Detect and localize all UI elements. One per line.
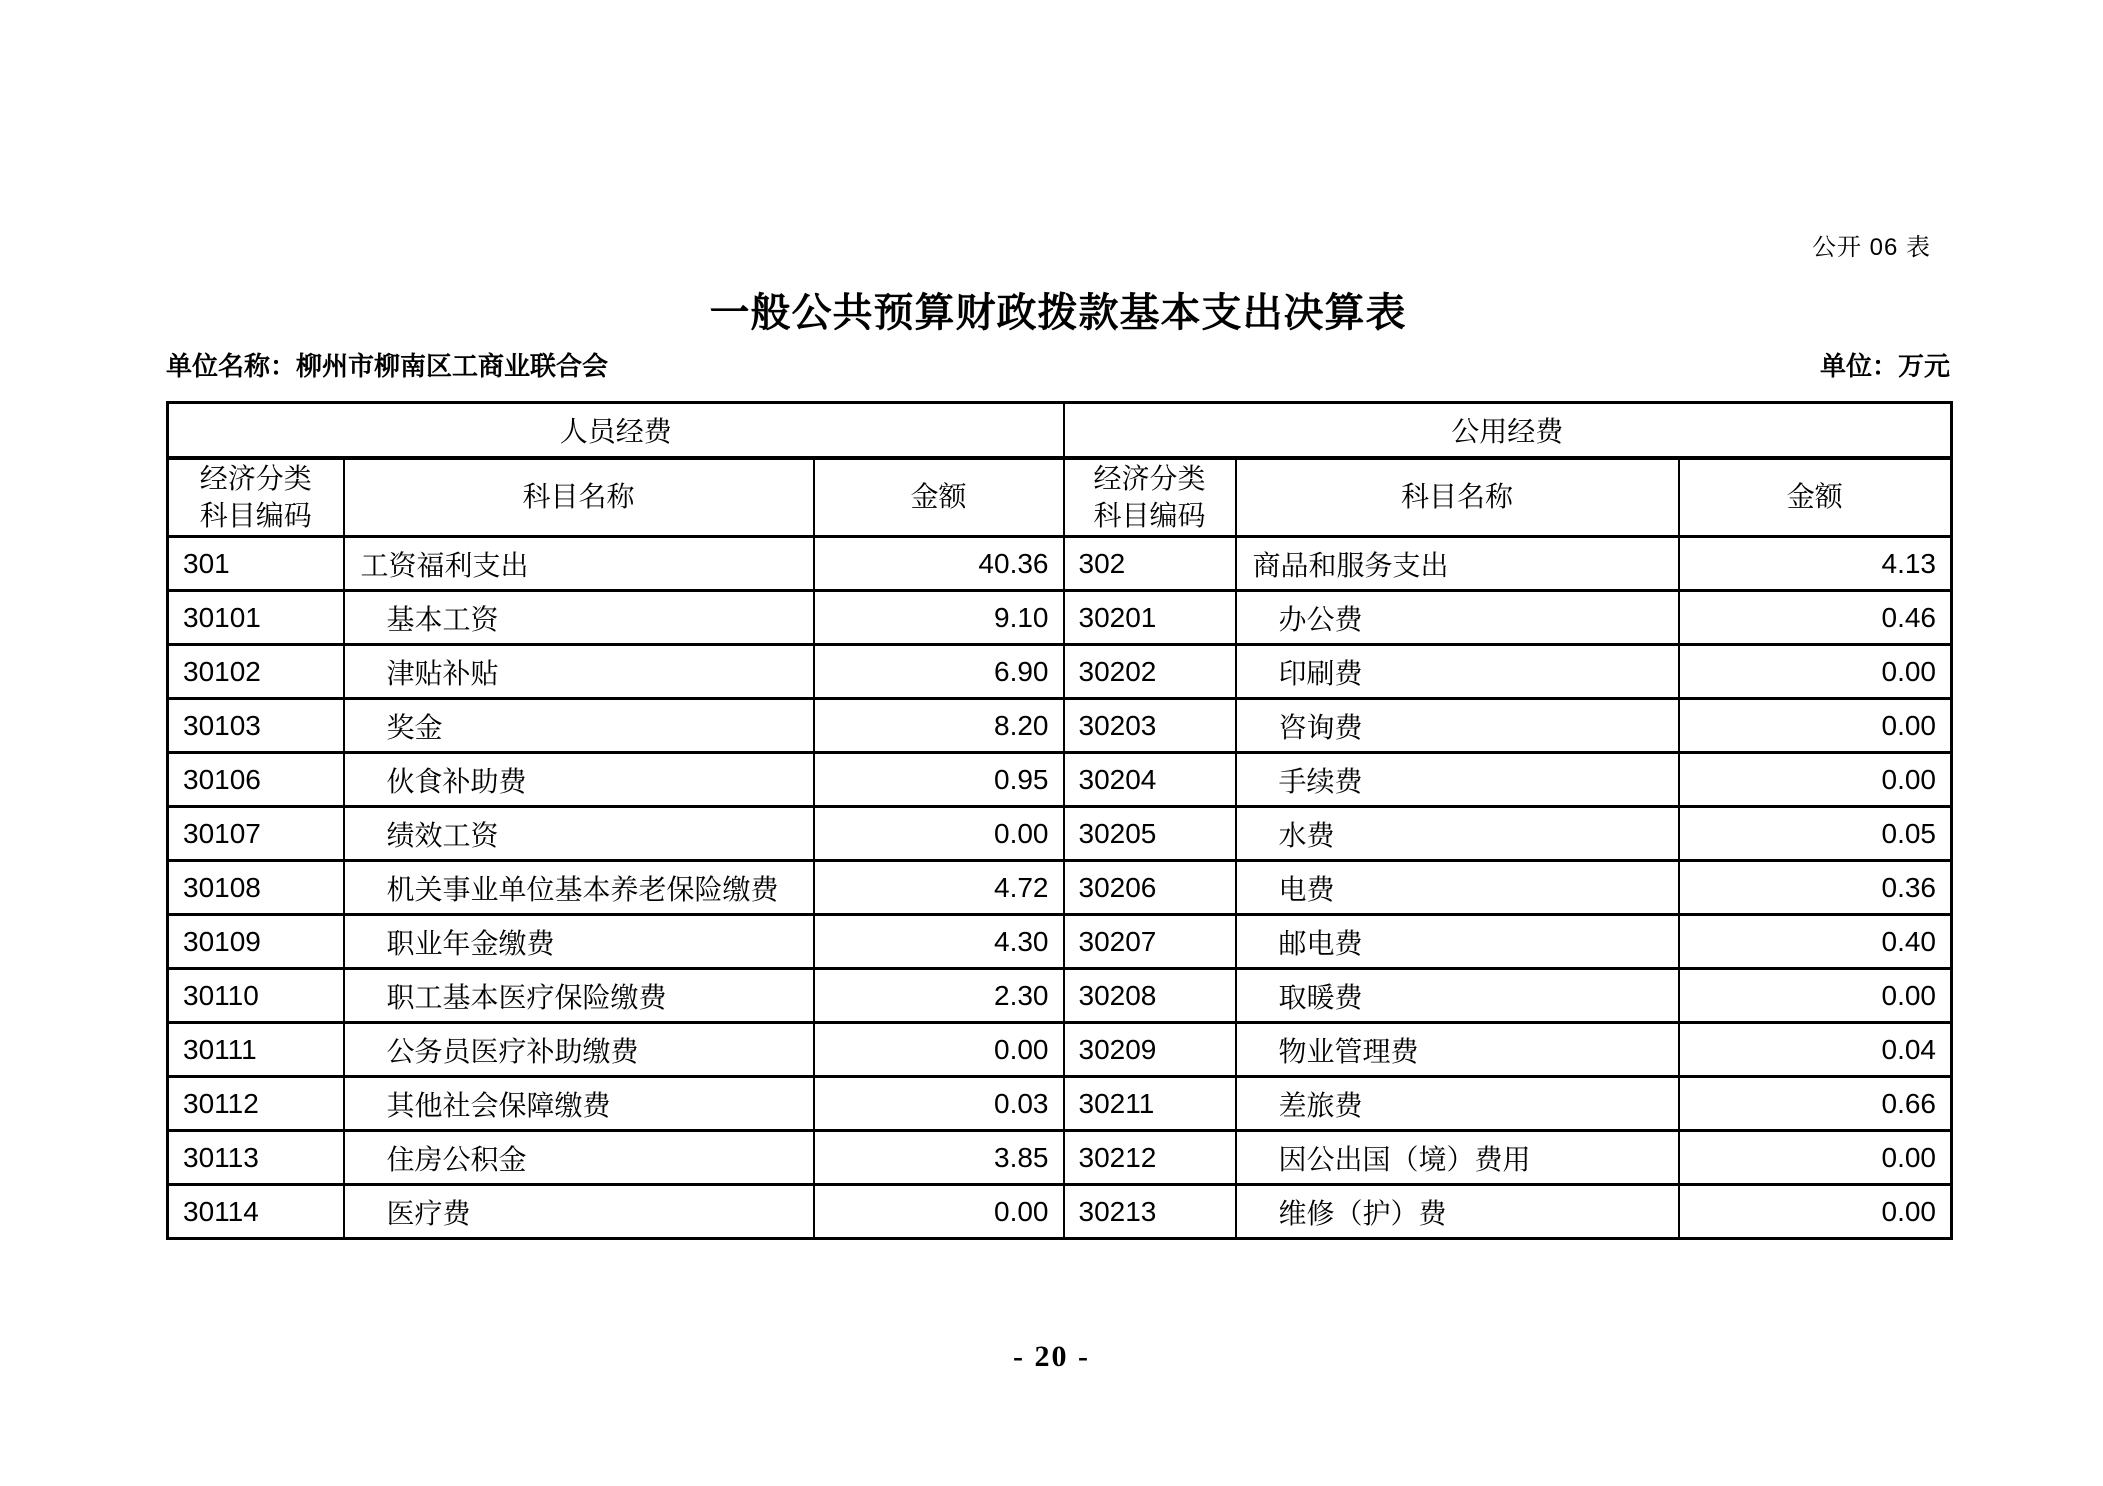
table-row [168,861,1952,915]
subject-name-cell-right: 电费 [1236,861,1679,915]
table-row [168,537,1952,591]
group-header-row [168,403,1952,458]
amount-cell-left: 40.36 [814,537,1064,591]
code-header-line2: 科目编码 [199,500,312,532]
amount-cell-right: 0.04 [1679,1023,1952,1077]
column-header-row [168,458,1952,537]
code-cell-left: 30112 [168,1077,344,1131]
amount-cell-right: 0.40 [1679,915,1952,969]
amount-cell-left: 0.95 [814,753,1064,807]
code-cell-left: 30111 [168,1023,344,1077]
table-row [168,645,1952,699]
table-row [168,1185,1952,1239]
table-container [166,401,1950,1240]
code-cell-left: 30114 [168,1185,344,1239]
subject-name-cell-left: 基本工资 [344,591,814,645]
code-header-line1: 经济分类 [1093,462,1206,494]
subject-name-cell-right: 差旅费 [1236,1077,1679,1131]
table-row [168,915,1952,969]
amount-cell-right: 0.66 [1679,1077,1952,1131]
code-cell-left: 30109 [168,915,344,969]
public-expenses-header: 公用经费 [1064,403,1952,458]
code-cell-right: 302 [1064,537,1236,591]
amount-cell-left: 0.03 [814,1077,1064,1131]
amount-cell-right: 0.00 [1679,753,1952,807]
amount-cell-left: 6.90 [814,645,1064,699]
code-cell-right: 30205 [1064,807,1236,861]
form-number-label: 公开 06 表 [1811,234,1931,261]
code-cell-right: 30201 [1064,591,1236,645]
subject-name-cell-right: 印刷费 [1236,645,1679,699]
unit-name-label: 单位名称：柳州市柳南区工商业联合会 [166,351,609,381]
code-cell-left: 30107 [168,807,344,861]
subject-name-cell-right: 维修（护）费 [1236,1185,1679,1239]
amount-cell-left: 3.85 [814,1131,1064,1185]
code-cell-left: 30102 [168,645,344,699]
code-cell-right: 30213 [1064,1185,1236,1239]
code-cell-right: 30202 [1064,645,1236,699]
subject-name-cell-left: 公务员医疗补助缴费 [344,1023,814,1077]
subject-name-cell-right: 咨询费 [1236,699,1679,753]
subject-name-cell-right: 水费 [1236,807,1679,861]
table-row [168,699,1952,753]
amount-cell-left: 2.30 [814,969,1064,1023]
subject-name-cell-right: 邮电费 [1236,915,1679,969]
personnel-expenses-header: 人员经费 [168,403,1064,458]
subject-name-cell-right: 商品和服务支出 [1236,537,1679,591]
amount-cell-right: 0.00 [1679,969,1952,1023]
subject-name-cell-left: 住房公积金 [344,1131,814,1185]
code-cell-left: 30101 [168,591,344,645]
code-cell-left: 30103 [168,699,344,753]
amount-cell-right: 4.13 [1679,537,1952,591]
code-cell-right: 30203 [1064,699,1236,753]
code-cell-right: 30209 [1064,1023,1236,1077]
code-cell-left: 30108 [168,861,344,915]
code-cell-left: 30110 [168,969,344,1023]
amount-cell-left: 9.10 [814,591,1064,645]
code-header-line2: 科目编码 [1093,500,1206,532]
amount-cell-right: 0.00 [1679,1131,1952,1185]
amount-column-header-left: 金额 [814,458,1064,537]
subject-name-cell-right: 办公费 [1236,591,1679,645]
subject-name-column-header-left: 科目名称 [344,458,814,537]
table-row [168,591,1952,645]
amount-cell-right: 0.36 [1679,861,1952,915]
code-cell-left: 30106 [168,753,344,807]
subject-name-cell-left: 机关事业单位基本养老保险缴费 [344,861,814,915]
expenditure-table [166,401,1953,1240]
amount-cell-left: 0.00 [814,807,1064,861]
info-row [166,346,1950,383]
subject-name-cell-left: 奖金 [344,699,814,753]
page-title: 一般公共预算财政拨款基本支出决算表 [709,291,1407,335]
code-cell-right: 30212 [1064,1131,1236,1185]
table-row [168,807,1952,861]
table-row [168,1077,1952,1131]
subject-name-cell-left: 津贴补贴 [344,645,814,699]
subject-name-cell-right: 因公出国（境）费用 [1236,1131,1679,1185]
table-row [168,969,1952,1023]
code-cell-right: 30208 [1064,969,1236,1023]
code-cell-left: 301 [168,537,344,591]
amount-cell-right: 0.00 [1679,699,1952,753]
subject-name-cell-left: 医疗费 [344,1185,814,1239]
subject-name-cell-left: 绩效工资 [344,807,814,861]
amount-cell-right: 0.00 [1679,645,1952,699]
subject-name-cell-left: 职业年金缴费 [344,915,814,969]
code-header-line1: 经济分类 [199,462,312,494]
amount-cell-right: 0.05 [1679,807,1952,861]
amount-cell-left: 8.20 [814,699,1064,753]
page-number: - 20 - [1013,1340,1090,1373]
code-cell-left: 30113 [168,1131,344,1185]
amount-column-header-right: 金额 [1679,458,1952,537]
subject-name-cell-right: 物业管理费 [1236,1023,1679,1077]
amount-cell-left: 4.30 [814,915,1064,969]
amount-cell-left: 0.00 [814,1023,1064,1077]
code-cell-right: 30211 [1064,1077,1236,1131]
amount-cell-left: 0.00 [814,1185,1064,1239]
subject-name-cell-left: 伙食补助费 [344,753,814,807]
table-row [168,1131,1952,1185]
amount-cell-right: 0.46 [1679,591,1952,645]
table-row [168,1023,1952,1077]
code-cell-right: 30207 [1064,915,1236,969]
amount-cell-right: 0.00 [1679,1185,1952,1239]
subject-name-cell-right: 取暖费 [1236,969,1679,1023]
subject-name-cell-left: 工资福利支出 [344,537,814,591]
subject-name-cell-left: 其他社会保障缴费 [344,1077,814,1131]
table-row [168,753,1952,807]
subject-name-cell-left: 职工基本医疗保险缴费 [344,969,814,1023]
amount-cell-left: 4.72 [814,861,1064,915]
subject-name-column-header-right: 科目名称 [1236,458,1679,537]
code-column-header-right [1064,458,1236,537]
code-cell-right: 30206 [1064,861,1236,915]
subject-name-cell-right: 手续费 [1236,753,1679,807]
unit-of-measure-label: 单位：万元 [1819,351,1950,381]
code-column-header-left [168,458,344,537]
code-cell-right: 30204 [1064,753,1236,807]
